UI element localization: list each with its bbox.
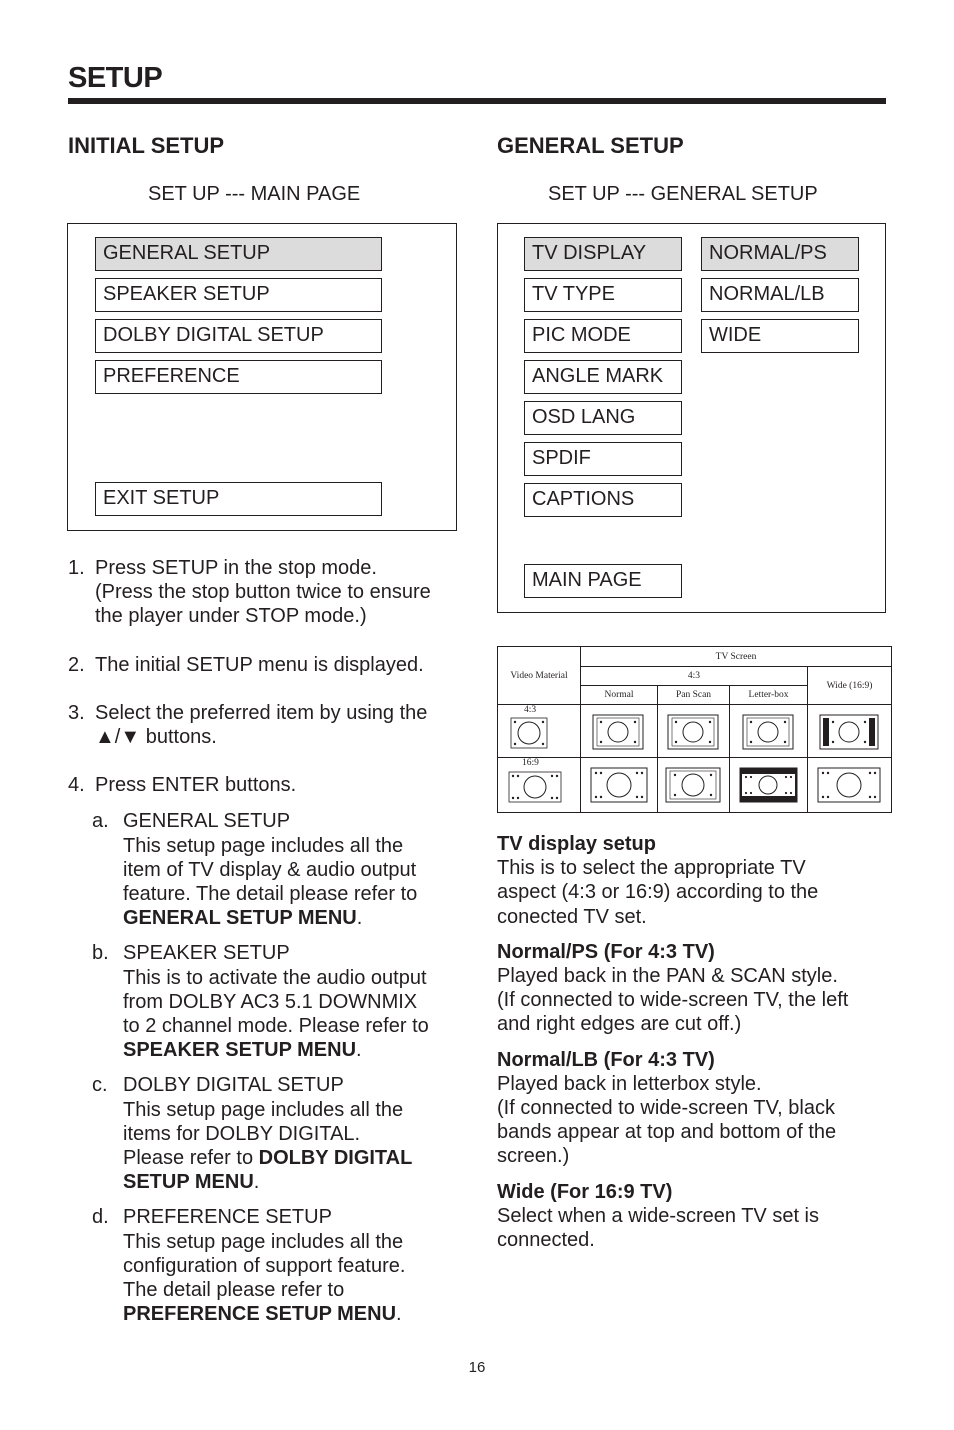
substep-letter: c. [92,1074,108,1097]
tv-169-material-icon [498,762,580,812]
substep-ref-tail: . [356,1039,362,1062]
substep-title: DOLBY DIGITAL SETUP [123,1074,344,1097]
substep-text: This setup page includes all the [123,834,404,857]
step-text: Select the preferred item by using the [95,701,428,724]
desc-text: Select when a wide-screen TV set is [497,1204,820,1227]
menu-exit-setup[interactable]: EXIT SETUP [95,482,382,516]
video-material-header: Video Material [498,647,581,705]
initial-setup-heading: INITIAL SETUP [68,133,225,158]
menu-general-setup[interactable]: GENERAL SETUP [95,237,382,271]
tv-169-pan-scan-icon [658,760,729,810]
substep-ref-bold-2: SETUP MENU [123,1171,254,1194]
menu-dolby-digital-setup[interactable]: DOLBY DIGITAL SETUP [95,319,382,353]
step-text: Press SETUP in the stop mode. [95,557,377,579]
desc-title: Normal/PS (For 4:3 TV) [497,940,715,963]
menu-preference[interactable]: PREFERENCE [95,360,382,394]
option-wide[interactable]: WIDE [701,319,859,353]
substep-title: PREFERENCE SETUP [123,1206,332,1229]
step-text: ▲/▼ buttons. [95,726,217,749]
substep-text: feature. The detail please refer to [123,883,418,906]
desc-title: Normal/LB (For 4:3 TV) [497,1048,715,1071]
main-page-caption: SET UP --- MAIN PAGE [148,183,361,205]
row-43-material [498,705,581,758]
cell-43-normal [581,705,658,758]
menu-pic-mode[interactable]: PIC MODE [524,319,682,353]
substep-ref-bold: SPEAKER SETUP MENU [123,1039,357,1062]
page-number: 16 [468,1359,486,1376]
desc-text: and right edges are cut off.) [497,1013,742,1036]
desc-text: Played back in letterbox style. [497,1072,762,1095]
wide-header: Wide (16:9) [808,667,892,705]
substep-letter: b. [92,942,109,965]
substep-text: item of TV display & audio output [123,858,417,881]
menu-main-page[interactable]: MAIN PAGE [524,564,682,598]
cell-43-wide [808,705,892,758]
desc-title: TV display setup [497,833,656,855]
substep-ref [123,906,468,930]
menu-angle-mark[interactable]: ANGLE MARK [524,360,682,394]
desc-normal-ps [497,940,897,1037]
substep-ref-bold: PREFERENCE SETUP MENU [123,1303,397,1326]
menu-tv-type[interactable]: TV TYPE [524,278,682,312]
substep-title: GENERAL SETUP [123,810,291,833]
letter-box-header: Letter-box [730,686,808,705]
desc-tv-display-setup [497,832,897,929]
normal-header: Normal [581,686,658,705]
step-1 [68,556,468,629]
substep-ref-bold: DOLBY DIGITAL [258,1147,413,1170]
tv-43-wide-icon [808,707,891,755]
substep-ref [123,1302,468,1326]
step-number: 4. [68,774,85,797]
menu-captions[interactable]: CAPTIONS [524,483,682,517]
main-page-menu [67,223,457,531]
substep-title: SPEAKER SETUP [123,942,290,965]
desc-text: This is to select the appropriate TV [497,857,806,880]
tv-43-pan-scan-icon [658,707,729,755]
cell-169-pan-scan [658,758,730,813]
step-4 [68,773,468,797]
substep-text: configuration of support feature. [123,1254,406,1277]
desc-text: (If connected to wide-screen TV, black [497,1097,835,1120]
desc-text: aspect (4:3 or 16:9) according to the [497,881,819,904]
tv-screen-header: TV Screen [581,647,892,667]
desc-text: bands appear at top and bottom of the [497,1121,837,1144]
option-normal-ps[interactable]: NORMAL/PS [701,237,859,271]
menu-spdif[interactable]: SPDIF [524,442,682,476]
tv-169-letter-box-icon [730,760,807,810]
row-169-material [498,758,581,813]
substep-text: The detail please refer to [123,1279,345,1302]
desc-text: Played back in the PAN & SCAN style. [497,965,838,988]
step-number: 1. [68,557,85,579]
step-text: (Press the stop button twice to ensure [95,581,431,604]
ratio-43-header: 4:3 [581,667,808,686]
cell-169-normal [581,758,658,813]
substep-ref-tail: . [356,907,363,930]
substep-ref-prefix: Please refer to [123,1147,259,1170]
substep-b [68,941,468,1062]
desc-text: (If connected to wide-screen TV, the left [497,989,849,1012]
tv-43-material-icon [498,709,580,757]
tv-screen-table [497,646,892,813]
steps-list [68,556,468,1326]
substep-ref-2 [123,1170,468,1194]
substep-ref-tail: . [396,1303,402,1326]
desc-normal-lb [497,1048,897,1169]
desc-wide [497,1180,897,1253]
row-43-label: 4:3 [524,705,537,715]
general-setup-heading: GENERAL SETUP [497,133,684,158]
general-setup-menu [497,223,886,613]
title-rule [68,98,886,104]
tv-169-normal-icon [581,760,657,810]
substep-text: from DOLBY AC3 5.1 DOWNMIX [123,990,418,1013]
desc-text: screen.) [497,1145,570,1168]
substep-ref-tail: . [253,1171,260,1194]
substep-text: items for DOLBY DIGITAL. [123,1122,361,1145]
desc-text: connected. [497,1229,595,1252]
tv-43-normal-icon [581,707,657,755]
step-text: Press ENTER buttons. [95,774,297,797]
desc-text: conected TV set. [497,905,647,928]
cell-43-letter-box [730,705,808,758]
step-text: The initial SETUP menu is displayed. [95,653,424,676]
row-169-label: 16:9 [522,758,539,768]
step-3 [68,701,468,749]
page-title: SETUP [68,62,163,94]
tv-169-wide-icon [808,760,891,810]
substep-ref [123,1038,468,1062]
menu-osd-lang[interactable]: OSD LANG [524,401,682,435]
substep-letter: d. [92,1206,109,1229]
tv-43-letter-box-icon [730,707,807,755]
pan-scan-header: Pan Scan [658,686,730,705]
substep-text: to 2 channel mode. Please refer to [123,1015,429,1038]
substep-ref-bold: GENERAL SETUP MENU [123,907,357,930]
substep-d [68,1205,468,1326]
desc-title: Wide (For 16:9 TV) [497,1180,673,1203]
cell-169-wide [808,758,892,813]
substep-text: This setup page includes all the [123,1230,404,1253]
step-number: 2. [68,653,85,676]
cell-43-pan-scan [658,705,730,758]
general-setup-caption: SET UP --- GENERAL SETUP [548,183,818,205]
substep-text: This is to activate the audio output [123,966,427,989]
step-2 [68,653,468,677]
menu-speaker-setup[interactable]: SPEAKER SETUP [95,278,382,312]
substep-a [68,809,468,930]
substep-c [68,1073,468,1194]
step-number: 3. [68,701,85,724]
menu-tv-display[interactable]: TV DISPLAY [524,237,682,271]
option-normal-lb[interactable]: NORMAL/LB [701,278,859,312]
step-text: the player under STOP mode.) [95,605,367,628]
tv-display-descriptions [497,832,897,1252]
substep-letter: a. [92,810,109,833]
substep-ref [123,1146,468,1170]
cell-169-letter-box [730,758,808,813]
substep-text: This setup page includes all the [123,1098,404,1121]
